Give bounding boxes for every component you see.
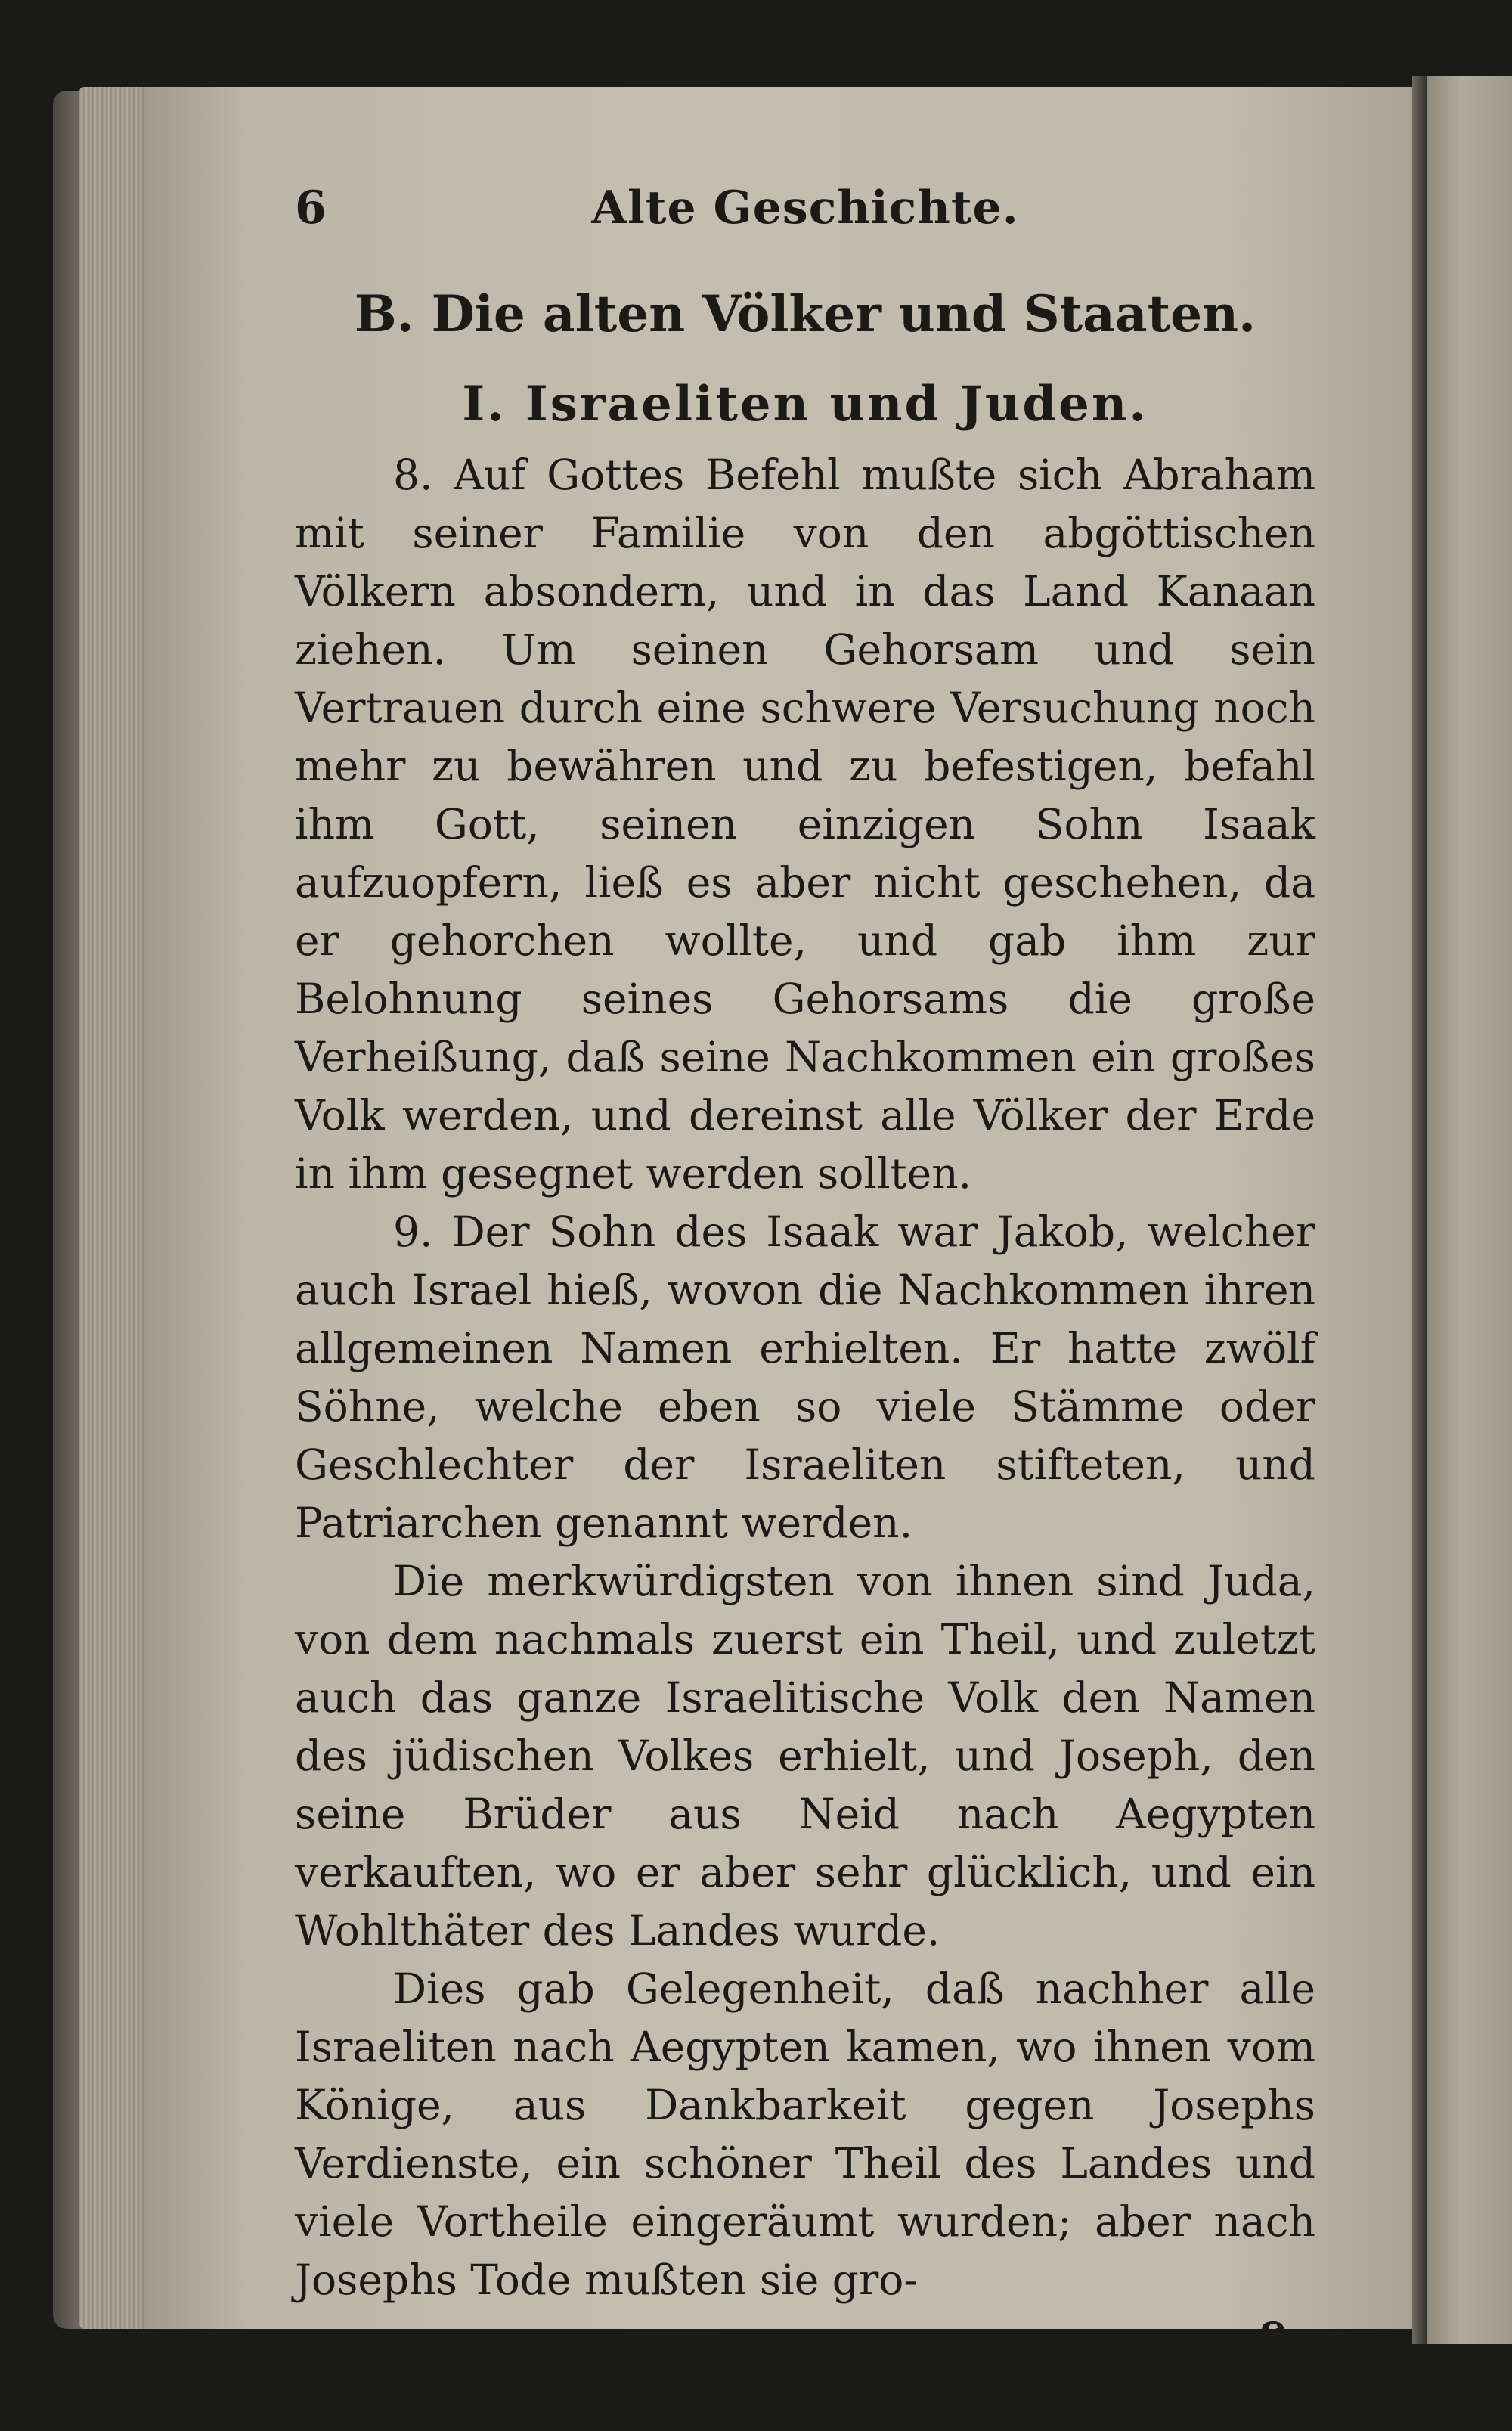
paragraph: 9. Der Sohn des Isaak war Jakob, welcher auch Israel hieß, wovon die Nachkommen ihren allgemeinen Namen erhielten. Er hatte zwölf Söhne, welche eben so viele Stämme oder Geschlechter der Israeliten stifteten, und Patriarchen genannt werden. [295, 1208, 1315, 1547]
paragraph: Dies gab Gelegenheit, daß nachher alle Israeliten nach Aegypten kamen, wo ihnen vom Könige, aus Dankbarkeit gegen Josephs Verdienste, ein schöner Theil des Landes und viele Vortheile eingeräumt wurden; aber nach Josephs Tode mußten sie gro- [295, 1964, 1315, 2304]
subsection-title: I. Israeliten und Juden. [462, 376, 1148, 433]
page-edges [79, 87, 151, 2329]
section-title: B. Die alten Völker und Staaten. [354, 284, 1256, 343]
running-title: Alte Geschichte. [591, 181, 1019, 234]
paragraph: 8. Auf Gottes Befehl mußte sich Abraham mit seiner Familie von den abgöttischen Völkern absondern, und in das Land Kanaan ziehen. Um seinen Gehorsam und sein Vertrauen durch eine schwere Versuchung noch mehr zu bewähren und zu befestigen, befahl ihm Gott, seinen einzigen Sohn Isaak aufzuopfern, ließ es aber nicht geschehen, da er gehorchen wollte, und gab ihm zur Belohnung seines Gehorsams die große Verheißung, daß seine Nachkommen ein großes Volk werden, und dereinst alle Völker der Erde in ihm gesegnet werden sollten. [295, 451, 1315, 1198]
running-head [295, 174, 1315, 265]
book-gutter [1412, 76, 1429, 2344]
paragraph: Die merkwürdigsten von ihnen sind Juda, von dem nachmals zuerst ein Theil, und zuletzt auch das ganze Israelitische Volk den Namen des jüdischen Volkes erhielt, und Joseph, den seine Brüder aus Neid nach Aegypten verkauften, wo er aber sehr glücklich, und ein Wohlthäter des Landes wurde. [295, 1557, 1315, 1955]
catchword: ße [1257, 2314, 1315, 2363]
page-text-block [295, 174, 1315, 2367]
page-number: 6 [295, 181, 327, 234]
body-text [295, 446, 1315, 2309]
facing-page-edge [1427, 76, 1512, 2344]
